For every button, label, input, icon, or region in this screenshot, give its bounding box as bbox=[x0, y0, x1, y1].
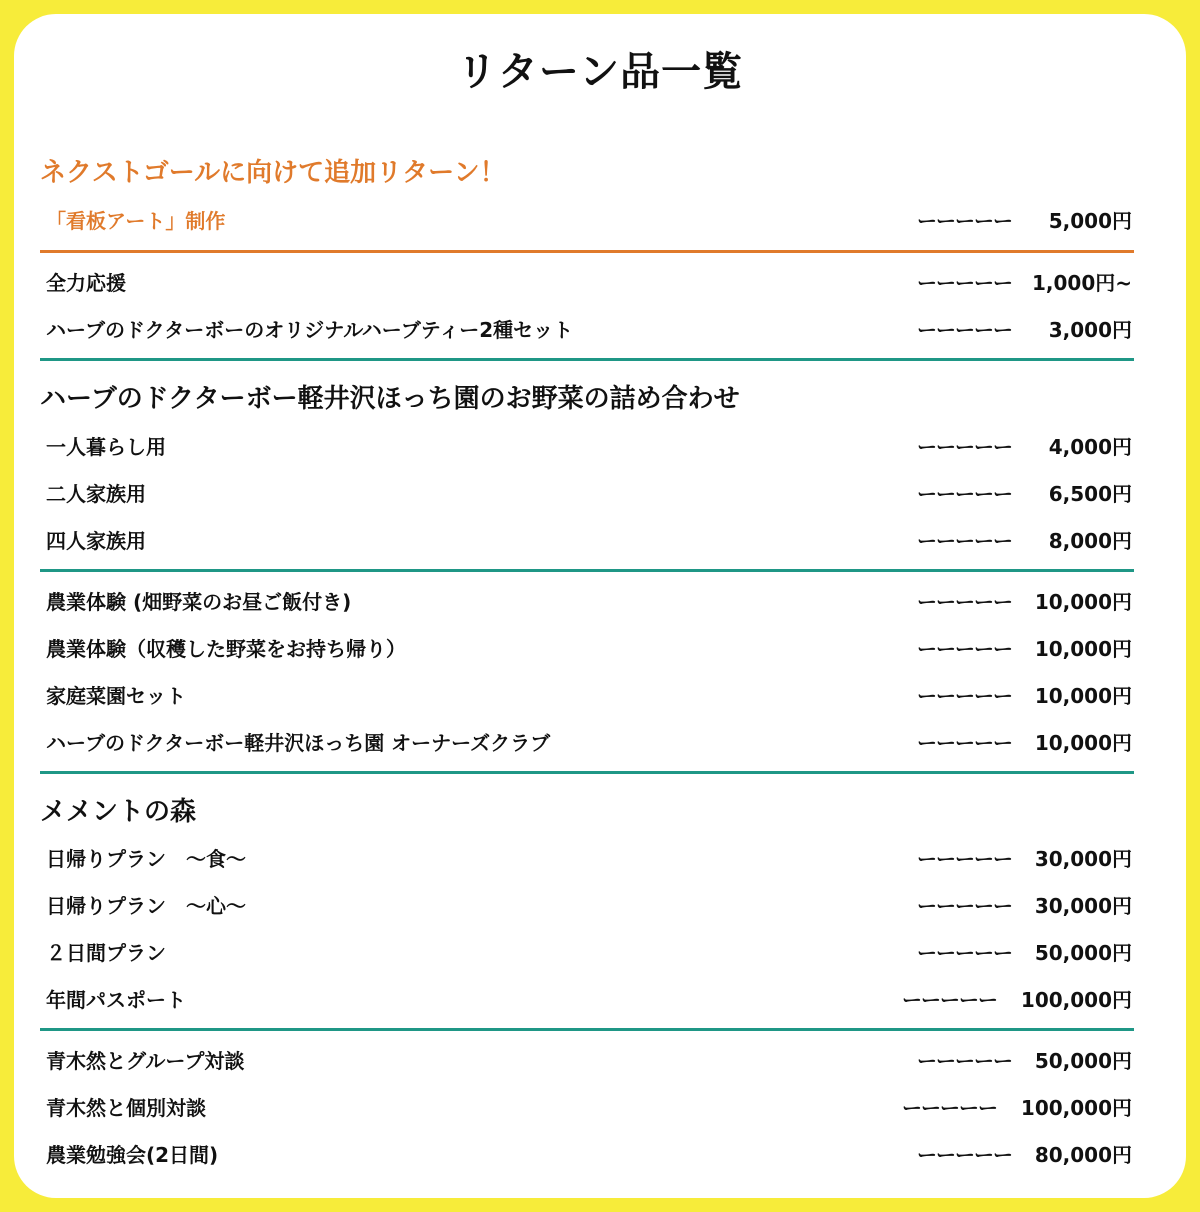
section-heading-additional: ネクストゴールに向けて追加リターン！ bbox=[40, 158, 506, 188]
list-item bbox=[46, 728, 1132, 758]
item-dash: ーーーーー bbox=[917, 894, 1012, 918]
item-name: 家庭菜園セット bbox=[46, 684, 186, 708]
list-item bbox=[46, 1140, 1132, 1170]
item-price: 10,000円 bbox=[1034, 684, 1132, 708]
item-dash: ーーーーー bbox=[917, 590, 1012, 614]
item-name: ２日間プラン bbox=[46, 941, 166, 965]
page-title: リターン品一覧 bbox=[456, 49, 744, 95]
section-divider bbox=[40, 1028, 1134, 1031]
item-dash: ーーーーー bbox=[917, 271, 1012, 295]
item-name: 日帰りプラン ～食～ bbox=[46, 847, 246, 871]
item-name: 「看板アート」制作 bbox=[46, 209, 226, 233]
item-price: 100,000円 bbox=[1020, 1096, 1132, 1120]
item-dash: ーーーーー bbox=[917, 684, 1012, 708]
item-price: 4,000円 bbox=[1048, 435, 1132, 459]
list-item bbox=[46, 432, 1132, 462]
item-dash: ーーーーー bbox=[917, 1049, 1012, 1073]
item-dash: ーーーーー bbox=[917, 1143, 1012, 1167]
list-item bbox=[46, 681, 1132, 711]
item-price: 100,000円 bbox=[1020, 988, 1132, 1012]
item-name: 農業体験 (畑野菜のお昼ご飯付き) bbox=[46, 590, 352, 614]
list-item bbox=[46, 587, 1132, 617]
item-price: 80,000円 bbox=[1034, 1143, 1132, 1167]
list-item bbox=[46, 206, 1132, 236]
item-price: 6,500円 bbox=[1048, 482, 1132, 506]
list-item bbox=[46, 844, 1132, 874]
list-item bbox=[46, 891, 1132, 921]
item-name: ハーブのドクターボーのオリジナルハーブティー2種セット bbox=[46, 318, 574, 342]
section-divider bbox=[40, 250, 1134, 253]
list-item bbox=[46, 985, 1132, 1015]
item-price: 30,000円 bbox=[1034, 894, 1132, 918]
item-price: 50,000円 bbox=[1034, 1049, 1132, 1073]
list-item bbox=[46, 268, 1132, 298]
item-dash: ーーーーー bbox=[917, 435, 1012, 459]
item-name: 農業体験（収穫した野菜をお持ち帰り） bbox=[46, 637, 406, 661]
item-price: 50,000円 bbox=[1034, 941, 1132, 965]
item-dash: ーーーーー bbox=[917, 941, 1012, 965]
list-item bbox=[46, 526, 1132, 556]
item-name: 日帰りプラン ～心～ bbox=[46, 894, 246, 918]
item-name: 青木然と個別対談 bbox=[46, 1096, 206, 1120]
item-name: 農業勉強会(2日間) bbox=[46, 1143, 219, 1167]
item-name: 二人家族用 bbox=[46, 482, 146, 506]
section-heading-vegetables: ハーブのドクターボー軽井沢ほっち園のお野菜の詰め合わせ bbox=[40, 384, 740, 414]
item-price: 30,000円 bbox=[1034, 847, 1132, 871]
item-price: 3,000円 bbox=[1048, 318, 1132, 342]
item-price: 1,000円~ bbox=[1031, 271, 1132, 295]
item-price: 10,000円 bbox=[1034, 637, 1132, 661]
item-dash: ーーーーー bbox=[902, 1096, 997, 1120]
list-item bbox=[46, 479, 1132, 509]
section-divider bbox=[40, 771, 1134, 774]
item-name: 全力応援 bbox=[46, 271, 126, 295]
item-name: 青木然とグループ対談 bbox=[46, 1049, 245, 1073]
item-dash: ーーーーー bbox=[917, 847, 1012, 871]
item-dash: ーーーーー bbox=[917, 209, 1012, 233]
item-dash: ーーーーー bbox=[917, 637, 1012, 661]
section-heading-memento: メメントの森 bbox=[40, 797, 197, 827]
item-price: 5,000円 bbox=[1048, 209, 1132, 233]
item-dash: ーーーーー bbox=[917, 529, 1012, 553]
item-name: 年間パスポート bbox=[46, 988, 186, 1012]
list-item bbox=[46, 1046, 1132, 1076]
list-item bbox=[46, 634, 1132, 664]
item-price: 10,000円 bbox=[1034, 731, 1132, 755]
item-dash: ーーーーー bbox=[917, 731, 1012, 755]
item-name: ハーブのドクターボー軽井沢ほっち園 オーナーズクラブ bbox=[46, 731, 551, 755]
item-name: 四人家族用 bbox=[46, 529, 146, 553]
item-price: 10,000円 bbox=[1034, 590, 1132, 614]
list-item bbox=[46, 938, 1132, 968]
section-divider bbox=[40, 358, 1134, 361]
item-dash: ーーーーー bbox=[917, 318, 1012, 342]
item-dash: ーーーーー bbox=[917, 482, 1012, 506]
item-dash: ーーーーー bbox=[902, 988, 997, 1012]
list-item bbox=[46, 1093, 1132, 1123]
section-divider bbox=[40, 569, 1134, 572]
item-name: 一人暮らし用 bbox=[46, 435, 166, 459]
item-price: 8,000円 bbox=[1048, 529, 1132, 553]
list-item bbox=[46, 315, 1132, 345]
